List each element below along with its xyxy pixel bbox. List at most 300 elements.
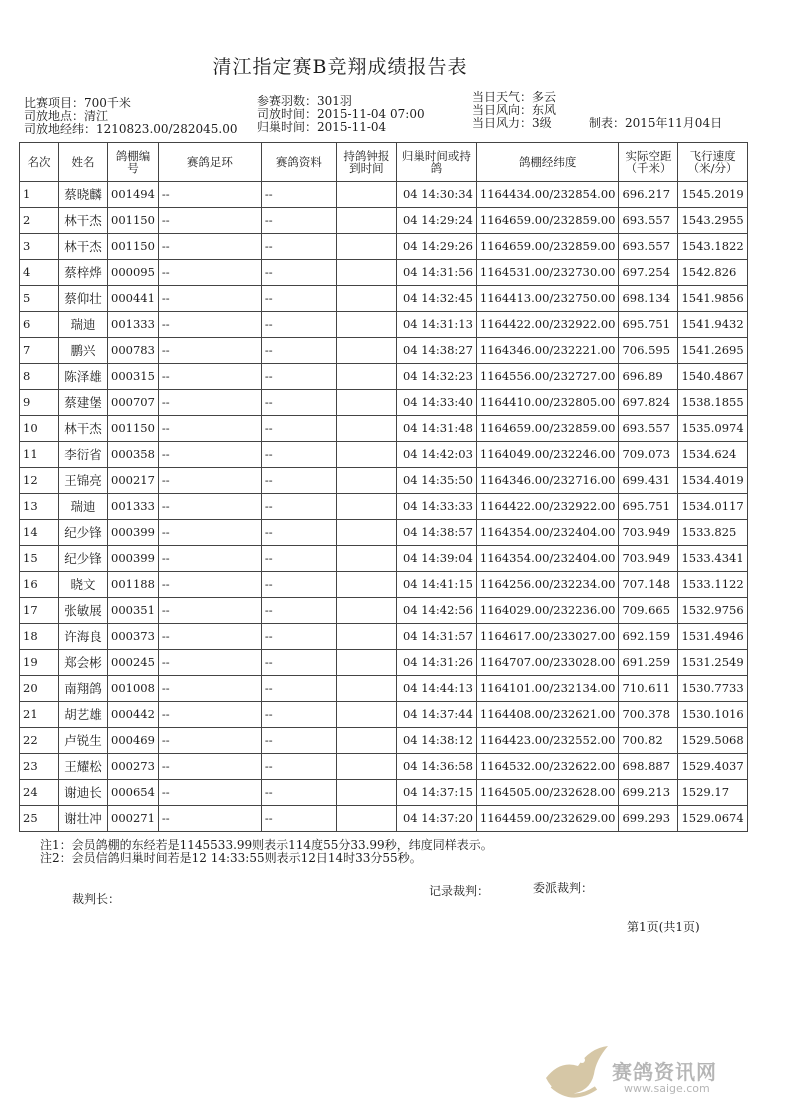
cell-info: -- [261, 650, 336, 676]
cell-speed: 1530.1016 [678, 702, 747, 728]
cell-ring: -- [158, 780, 261, 806]
cell-ring: -- [158, 728, 261, 754]
cell-distance: 700.82 [619, 728, 678, 754]
cell-clock-time [336, 598, 396, 624]
cell-info: -- [261, 364, 336, 390]
table-row [20, 208, 748, 234]
cell-rank: 19 [20, 650, 59, 676]
table-row [20, 702, 748, 728]
cell-clock-time [336, 468, 396, 494]
cell-rank: 7 [20, 338, 59, 364]
entries-count: 参赛羽数：301羽 [257, 94, 352, 108]
col-loft: 鸽棚编号 [108, 143, 159, 182]
watermark-text: 赛鸽资讯网 [612, 1060, 717, 1084]
cell-name: 王锦亮 [59, 468, 108, 494]
cell-loft-number: 001150 [108, 416, 159, 442]
release-time: 司放时间：2015-11-04 07:00 [257, 107, 425, 121]
cell-loft-number: 001150 [108, 208, 159, 234]
cell-loft-coord: 1164659.00/232859.00 [476, 416, 619, 442]
table-row [20, 364, 748, 390]
cell-ring: -- [158, 364, 261, 390]
cell-arrival-time: 04 14:37:44 [396, 702, 476, 728]
cell-arrival-time: 04 14:32:45 [396, 286, 476, 312]
cell-arrival-time: 04 14:31:57 [396, 624, 476, 650]
cell-rank: 22 [20, 728, 59, 754]
cell-loft-coord: 1164354.00/232404.00 [476, 520, 619, 546]
cell-speed: 1533.1122 [678, 572, 747, 598]
cell-clock-time [336, 780, 396, 806]
pigeon-logo-icon [538, 1030, 612, 1106]
cell-loft-coord: 1164410.00/232805.00 [476, 390, 619, 416]
table-row [20, 728, 748, 754]
cell-info: -- [261, 520, 336, 546]
cell-loft-coord: 1164707.00/233028.00 [476, 650, 619, 676]
cell-loft-coord: 1164408.00/232621.00 [476, 702, 619, 728]
cell-speed: 1540.4867 [678, 364, 747, 390]
cell-name: 许海良 [59, 624, 108, 650]
cell-loft-coord: 1164531.00/232730.00 [476, 260, 619, 286]
meta-middle [257, 95, 425, 134]
table-row [20, 494, 748, 520]
cell-loft-coord: 1164422.00/232922.00 [476, 312, 619, 338]
cell-speed: 1545.2019 [678, 182, 747, 208]
cell-distance: 706.595 [619, 338, 678, 364]
cell-clock-time [336, 234, 396, 260]
cell-speed: 1529.0674 [678, 806, 747, 832]
cell-rank: 16 [20, 572, 59, 598]
cell-loft-number: 000095 [108, 260, 159, 286]
cell-speed: 1534.624 [678, 442, 747, 468]
cell-speed: 1543.1822 [678, 234, 747, 260]
cell-loft-number: 001333 [108, 312, 159, 338]
cell-ring: -- [158, 702, 261, 728]
cell-ring: -- [158, 572, 261, 598]
cell-info: -- [261, 806, 336, 832]
cell-clock-time [336, 390, 396, 416]
cell-ring: -- [158, 676, 261, 702]
cell-speed: 1531.2549 [678, 650, 747, 676]
cell-info: -- [261, 546, 336, 572]
cell-distance: 703.949 [619, 520, 678, 546]
cell-speed: 1529.4037 [678, 754, 747, 780]
race-item: 比赛项目：700千米 [24, 96, 131, 110]
wind-direction: 当日风向：东风 [472, 103, 557, 117]
cell-clock-time [336, 728, 396, 754]
cell-arrival-time: 04 14:31:56 [396, 260, 476, 286]
cell-loft-number: 000373 [108, 624, 159, 650]
cell-ring: -- [158, 208, 261, 234]
cell-distance: 700.378 [619, 702, 678, 728]
wind-force: 当日风力：3级 [472, 116, 552, 130]
cell-clock-time [336, 286, 396, 312]
cell-rank: 25 [20, 806, 59, 832]
made-date: 制表：2015年11月04日 [589, 116, 723, 130]
cell-rank: 17 [20, 598, 59, 624]
page-number: 第1页(共1页) [627, 920, 700, 934]
cell-name: 谢迪长 [59, 780, 108, 806]
table-row [20, 390, 748, 416]
release-place: 司放地点：清江 [24, 109, 109, 123]
cell-ring: -- [158, 260, 261, 286]
cell-arrival-time: 04 14:32:23 [396, 364, 476, 390]
cell-name: 蔡梓烨 [59, 260, 108, 286]
cell-distance: 693.557 [619, 208, 678, 234]
cell-info: -- [261, 390, 336, 416]
cell-loft-number: 000469 [108, 728, 159, 754]
cell-clock-time [336, 312, 396, 338]
cell-speed: 1543.2955 [678, 208, 747, 234]
cell-name: 林干杰 [59, 208, 108, 234]
table-row [20, 260, 748, 286]
cell-ring: -- [158, 390, 261, 416]
cell-speed: 1530.7733 [678, 676, 747, 702]
table-row [20, 546, 748, 572]
cell-name: 林干杰 [59, 416, 108, 442]
cell-name: 卢锐生 [59, 728, 108, 754]
cell-rank: 18 [20, 624, 59, 650]
cell-info: -- [261, 312, 336, 338]
cell-rank: 6 [20, 312, 59, 338]
cell-loft-coord: 1164659.00/232859.00 [476, 208, 619, 234]
cell-arrival-time: 04 14:29:26 [396, 234, 476, 260]
cell-arrival-time: 04 14:42:03 [396, 442, 476, 468]
cell-name: 王耀松 [59, 754, 108, 780]
cell-distance: 709.665 [619, 598, 678, 624]
cell-loft-coord: 1164029.00/232236.00 [476, 598, 619, 624]
table-row [20, 754, 748, 780]
cell-rank: 4 [20, 260, 59, 286]
cell-speed: 1541.9856 [678, 286, 747, 312]
cell-loft-number: 000245 [108, 650, 159, 676]
cell-loft-number: 000441 [108, 286, 159, 312]
cell-distance: 698.887 [619, 754, 678, 780]
cell-ring: -- [158, 468, 261, 494]
cell-ring: -- [158, 234, 261, 260]
cell-loft-number: 000399 [108, 546, 159, 572]
cell-loft-coord: 1164505.00/232628.00 [476, 780, 619, 806]
cell-rank: 3 [20, 234, 59, 260]
cell-info: -- [261, 624, 336, 650]
cell-clock-time [336, 754, 396, 780]
cell-name: 纪少锋 [59, 520, 108, 546]
cell-info: -- [261, 234, 336, 260]
col-rank: 名次 [20, 143, 59, 182]
cell-loft-number: 000707 [108, 390, 159, 416]
delegated-referee-label: 委派裁判： [533, 881, 594, 895]
table-row [20, 624, 748, 650]
cell-ring: -- [158, 416, 261, 442]
cell-loft-coord: 1164422.00/232922.00 [476, 494, 619, 520]
cell-loft-coord: 1164556.00/232727.00 [476, 364, 619, 390]
cell-clock-time [336, 260, 396, 286]
cell-info: -- [261, 494, 336, 520]
cell-loft-coord: 1164101.00/232134.00 [476, 676, 619, 702]
cell-loft-number: 001494 [108, 182, 159, 208]
cell-speed: 1541.2695 [678, 338, 747, 364]
cell-ring: -- [158, 182, 261, 208]
cell-info: -- [261, 780, 336, 806]
cell-distance: 709.073 [619, 442, 678, 468]
cell-arrival-time: 04 14:38:12 [396, 728, 476, 754]
table-row [20, 572, 748, 598]
cell-distance: 693.557 [619, 234, 678, 260]
cell-rank: 23 [20, 754, 59, 780]
col-clock: 持鸽钟报到时间 [336, 143, 396, 182]
cell-loft-number: 000217 [108, 468, 159, 494]
cell-loft-number: 000315 [108, 364, 159, 390]
cell-distance: 697.254 [619, 260, 678, 286]
table-row [20, 780, 748, 806]
cell-rank: 1 [20, 182, 59, 208]
cell-info: -- [261, 208, 336, 234]
cell-info: -- [261, 416, 336, 442]
cell-loft-number: 000442 [108, 702, 159, 728]
report-title: 清江指定赛B竞翔成绩报告表 [212, 56, 468, 78]
table-row [20, 312, 748, 338]
cell-loft-coord: 1164049.00/232246.00 [476, 442, 619, 468]
cell-loft-coord: 1164423.00/232552.00 [476, 728, 619, 754]
table-row [20, 182, 748, 208]
results-table [19, 142, 748, 832]
weather: 当日天气：多云 [472, 90, 557, 104]
cell-name: 蔡建堡 [59, 390, 108, 416]
cell-clock-time [336, 520, 396, 546]
cell-distance: 695.751 [619, 312, 678, 338]
cell-name: 纪少锋 [59, 546, 108, 572]
cell-name: 陈泽雄 [59, 364, 108, 390]
cell-distance: 699.213 [619, 780, 678, 806]
cell-arrival-time: 04 14:37:15 [396, 780, 476, 806]
cell-ring: -- [158, 754, 261, 780]
cell-loft-coord: 1164434.00/232854.00 [476, 182, 619, 208]
cell-speed: 1529.17 [678, 780, 747, 806]
cell-arrival-time: 04 14:38:27 [396, 338, 476, 364]
cell-clock-time [336, 572, 396, 598]
cell-clock-time [336, 624, 396, 650]
cell-rank: 15 [20, 546, 59, 572]
table-row [20, 416, 748, 442]
cell-clock-time [336, 416, 396, 442]
cell-name: 晓文 [59, 572, 108, 598]
cell-info: -- [261, 286, 336, 312]
cell-ring: -- [158, 494, 261, 520]
cell-rank: 8 [20, 364, 59, 390]
cell-ring: -- [158, 312, 261, 338]
cell-loft-number: 000783 [108, 338, 159, 364]
cell-ring: -- [158, 806, 261, 832]
cell-name: 谢壮冲 [59, 806, 108, 832]
cell-distance: 693.557 [619, 416, 678, 442]
cell-name: 林干杰 [59, 234, 108, 260]
cell-loft-coord: 1164617.00/233027.00 [476, 624, 619, 650]
cell-loft-number: 000358 [108, 442, 159, 468]
cell-loft-number: 001188 [108, 572, 159, 598]
table-row [20, 598, 748, 624]
cell-name: 蔡仰壮 [59, 286, 108, 312]
cell-arrival-time: 04 14:41:15 [396, 572, 476, 598]
cell-speed: 1533.825 [678, 520, 747, 546]
cell-loft-number: 001150 [108, 234, 159, 260]
cell-rank: 21 [20, 702, 59, 728]
cell-info: -- [261, 260, 336, 286]
cell-arrival-time: 04 14:31:26 [396, 650, 476, 676]
table-header-row [20, 143, 748, 182]
cell-clock-time [336, 442, 396, 468]
cell-loft-coord: 1164256.00/232234.00 [476, 572, 619, 598]
cell-loft-coord: 1164346.00/232221.00 [476, 338, 619, 364]
cell-ring: -- [158, 286, 261, 312]
release-coord: 司放地经纬：1210823.00/282045.00 [24, 122, 238, 136]
cell-loft-number: 000399 [108, 520, 159, 546]
cell-arrival-time: 04 14:44:13 [396, 676, 476, 702]
cell-rank: 2 [20, 208, 59, 234]
cell-loft-coord: 1164459.00/232629.00 [476, 806, 619, 832]
cell-arrival-time: 04 14:35:50 [396, 468, 476, 494]
cell-name: 南翔鸽 [59, 676, 108, 702]
cell-distance: 692.159 [619, 624, 678, 650]
col-speed: 飞行速度（米/分） [678, 143, 747, 182]
cell-distance: 697.824 [619, 390, 678, 416]
cell-distance: 710.611 [619, 676, 678, 702]
cell-name: 李衍省 [59, 442, 108, 468]
meta-left [24, 97, 237, 136]
cell-distance: 707.148 [619, 572, 678, 598]
cell-speed: 1531.4946 [678, 624, 747, 650]
table-row [20, 442, 748, 468]
cell-distance: 696.89 [619, 364, 678, 390]
cell-ring: -- [158, 624, 261, 650]
cell-arrival-time: 04 14:37:20 [396, 806, 476, 832]
cell-rank: 10 [20, 416, 59, 442]
site-watermark [534, 1030, 764, 1110]
cell-distance: 699.431 [619, 468, 678, 494]
cell-clock-time [336, 546, 396, 572]
cell-arrival-time: 04 14:33:33 [396, 494, 476, 520]
cell-loft-coord: 1164354.00/232404.00 [476, 546, 619, 572]
cell-info: -- [261, 182, 336, 208]
cell-clock-time [336, 494, 396, 520]
cell-clock-time [336, 338, 396, 364]
cell-clock-time [336, 806, 396, 832]
cell-arrival-time: 04 14:36:58 [396, 754, 476, 780]
cell-info: -- [261, 702, 336, 728]
watermark-url: www.saige.com [624, 1082, 710, 1095]
cell-name: 瑞迪 [59, 312, 108, 338]
cell-arrival-time: 04 14:38:57 [396, 520, 476, 546]
cell-info: -- [261, 598, 336, 624]
cell-name: 鹏兴 [59, 338, 108, 364]
cell-loft-coord: 1164532.00/232622.00 [476, 754, 619, 780]
cell-speed: 1541.9432 [678, 312, 747, 338]
cell-arrival-time: 04 14:31:13 [396, 312, 476, 338]
cell-rank: 9 [20, 390, 59, 416]
cell-loft-number: 000654 [108, 780, 159, 806]
cell-arrival-time: 04 14:33:40 [396, 390, 476, 416]
table-row [20, 234, 748, 260]
cell-loft-number: 000271 [108, 806, 159, 832]
col-ring: 赛鸽足环 [158, 143, 261, 182]
note-2: 注2：会员信鸽归巢时间若是12 14:33:55则表示12日14时33分55秒。 [40, 851, 422, 865]
meta-right [472, 91, 556, 130]
cell-clock-time [336, 182, 396, 208]
table-row [20, 286, 748, 312]
cell-loft-number: 000351 [108, 598, 159, 624]
cell-speed: 1535.0974 [678, 416, 747, 442]
cell-arrival-time: 04 14:29:24 [396, 208, 476, 234]
cell-loft-number: 001008 [108, 676, 159, 702]
cell-ring: -- [158, 442, 261, 468]
cell-ring: -- [158, 338, 261, 364]
cell-distance: 691.259 [619, 650, 678, 676]
cell-rank: 20 [20, 676, 59, 702]
cell-rank: 24 [20, 780, 59, 806]
col-coord: 鸽棚经纬度 [476, 143, 619, 182]
cell-name: 瑞迪 [59, 494, 108, 520]
cell-info: -- [261, 468, 336, 494]
cell-loft-number: 000273 [108, 754, 159, 780]
col-arrival: 归巢时间或持鸽 [396, 143, 476, 182]
cell-rank: 13 [20, 494, 59, 520]
table-row [20, 676, 748, 702]
cell-info: -- [261, 754, 336, 780]
cell-loft-coord: 1164659.00/232859.00 [476, 234, 619, 260]
cell-rank: 12 [20, 468, 59, 494]
cell-ring: -- [158, 546, 261, 572]
cell-info: -- [261, 728, 336, 754]
recording-referee-label: 记录裁判： [429, 884, 490, 898]
table-row [20, 338, 748, 364]
cell-rank: 14 [20, 520, 59, 546]
cell-rank: 11 [20, 442, 59, 468]
table-row [20, 806, 748, 832]
cell-info: -- [261, 572, 336, 598]
cell-ring: -- [158, 520, 261, 546]
return-time: 归巢时间：2015-11-04 [257, 120, 387, 134]
col-name: 姓名 [59, 143, 108, 182]
cell-name: 蔡晓麟 [59, 182, 108, 208]
cell-distance: 699.293 [619, 806, 678, 832]
cell-arrival-time: 04 14:31:48 [396, 416, 476, 442]
cell-distance: 698.134 [619, 286, 678, 312]
cell-speed: 1538.1855 [678, 390, 747, 416]
cell-distance: 703.949 [619, 546, 678, 572]
cell-speed: 1533.4341 [678, 546, 747, 572]
table-row [20, 520, 748, 546]
cell-info: -- [261, 676, 336, 702]
cell-arrival-time: 04 14:30:34 [396, 182, 476, 208]
cell-speed: 1534.0117 [678, 494, 747, 520]
cell-info: -- [261, 338, 336, 364]
col-info: 赛鸽资料 [261, 143, 336, 182]
cell-ring: -- [158, 650, 261, 676]
cell-loft-number: 001333 [108, 494, 159, 520]
cell-speed: 1534.4019 [678, 468, 747, 494]
cell-loft-coord: 1164346.00/232716.00 [476, 468, 619, 494]
table-row [20, 650, 748, 676]
cell-clock-time [336, 702, 396, 728]
cell-clock-time [336, 208, 396, 234]
cell-distance: 695.751 [619, 494, 678, 520]
cell-arrival-time: 04 14:42:56 [396, 598, 476, 624]
cell-name: 胡艺雄 [59, 702, 108, 728]
chief-referee-label: 裁判长： [72, 892, 121, 906]
table-body [20, 182, 748, 832]
cell-ring: -- [158, 598, 261, 624]
cell-name: 张敏展 [59, 598, 108, 624]
cell-loft-coord: 1164413.00/232750.00 [476, 286, 619, 312]
col-distance: 实际空距（千米） [619, 143, 678, 182]
cell-info: -- [261, 442, 336, 468]
